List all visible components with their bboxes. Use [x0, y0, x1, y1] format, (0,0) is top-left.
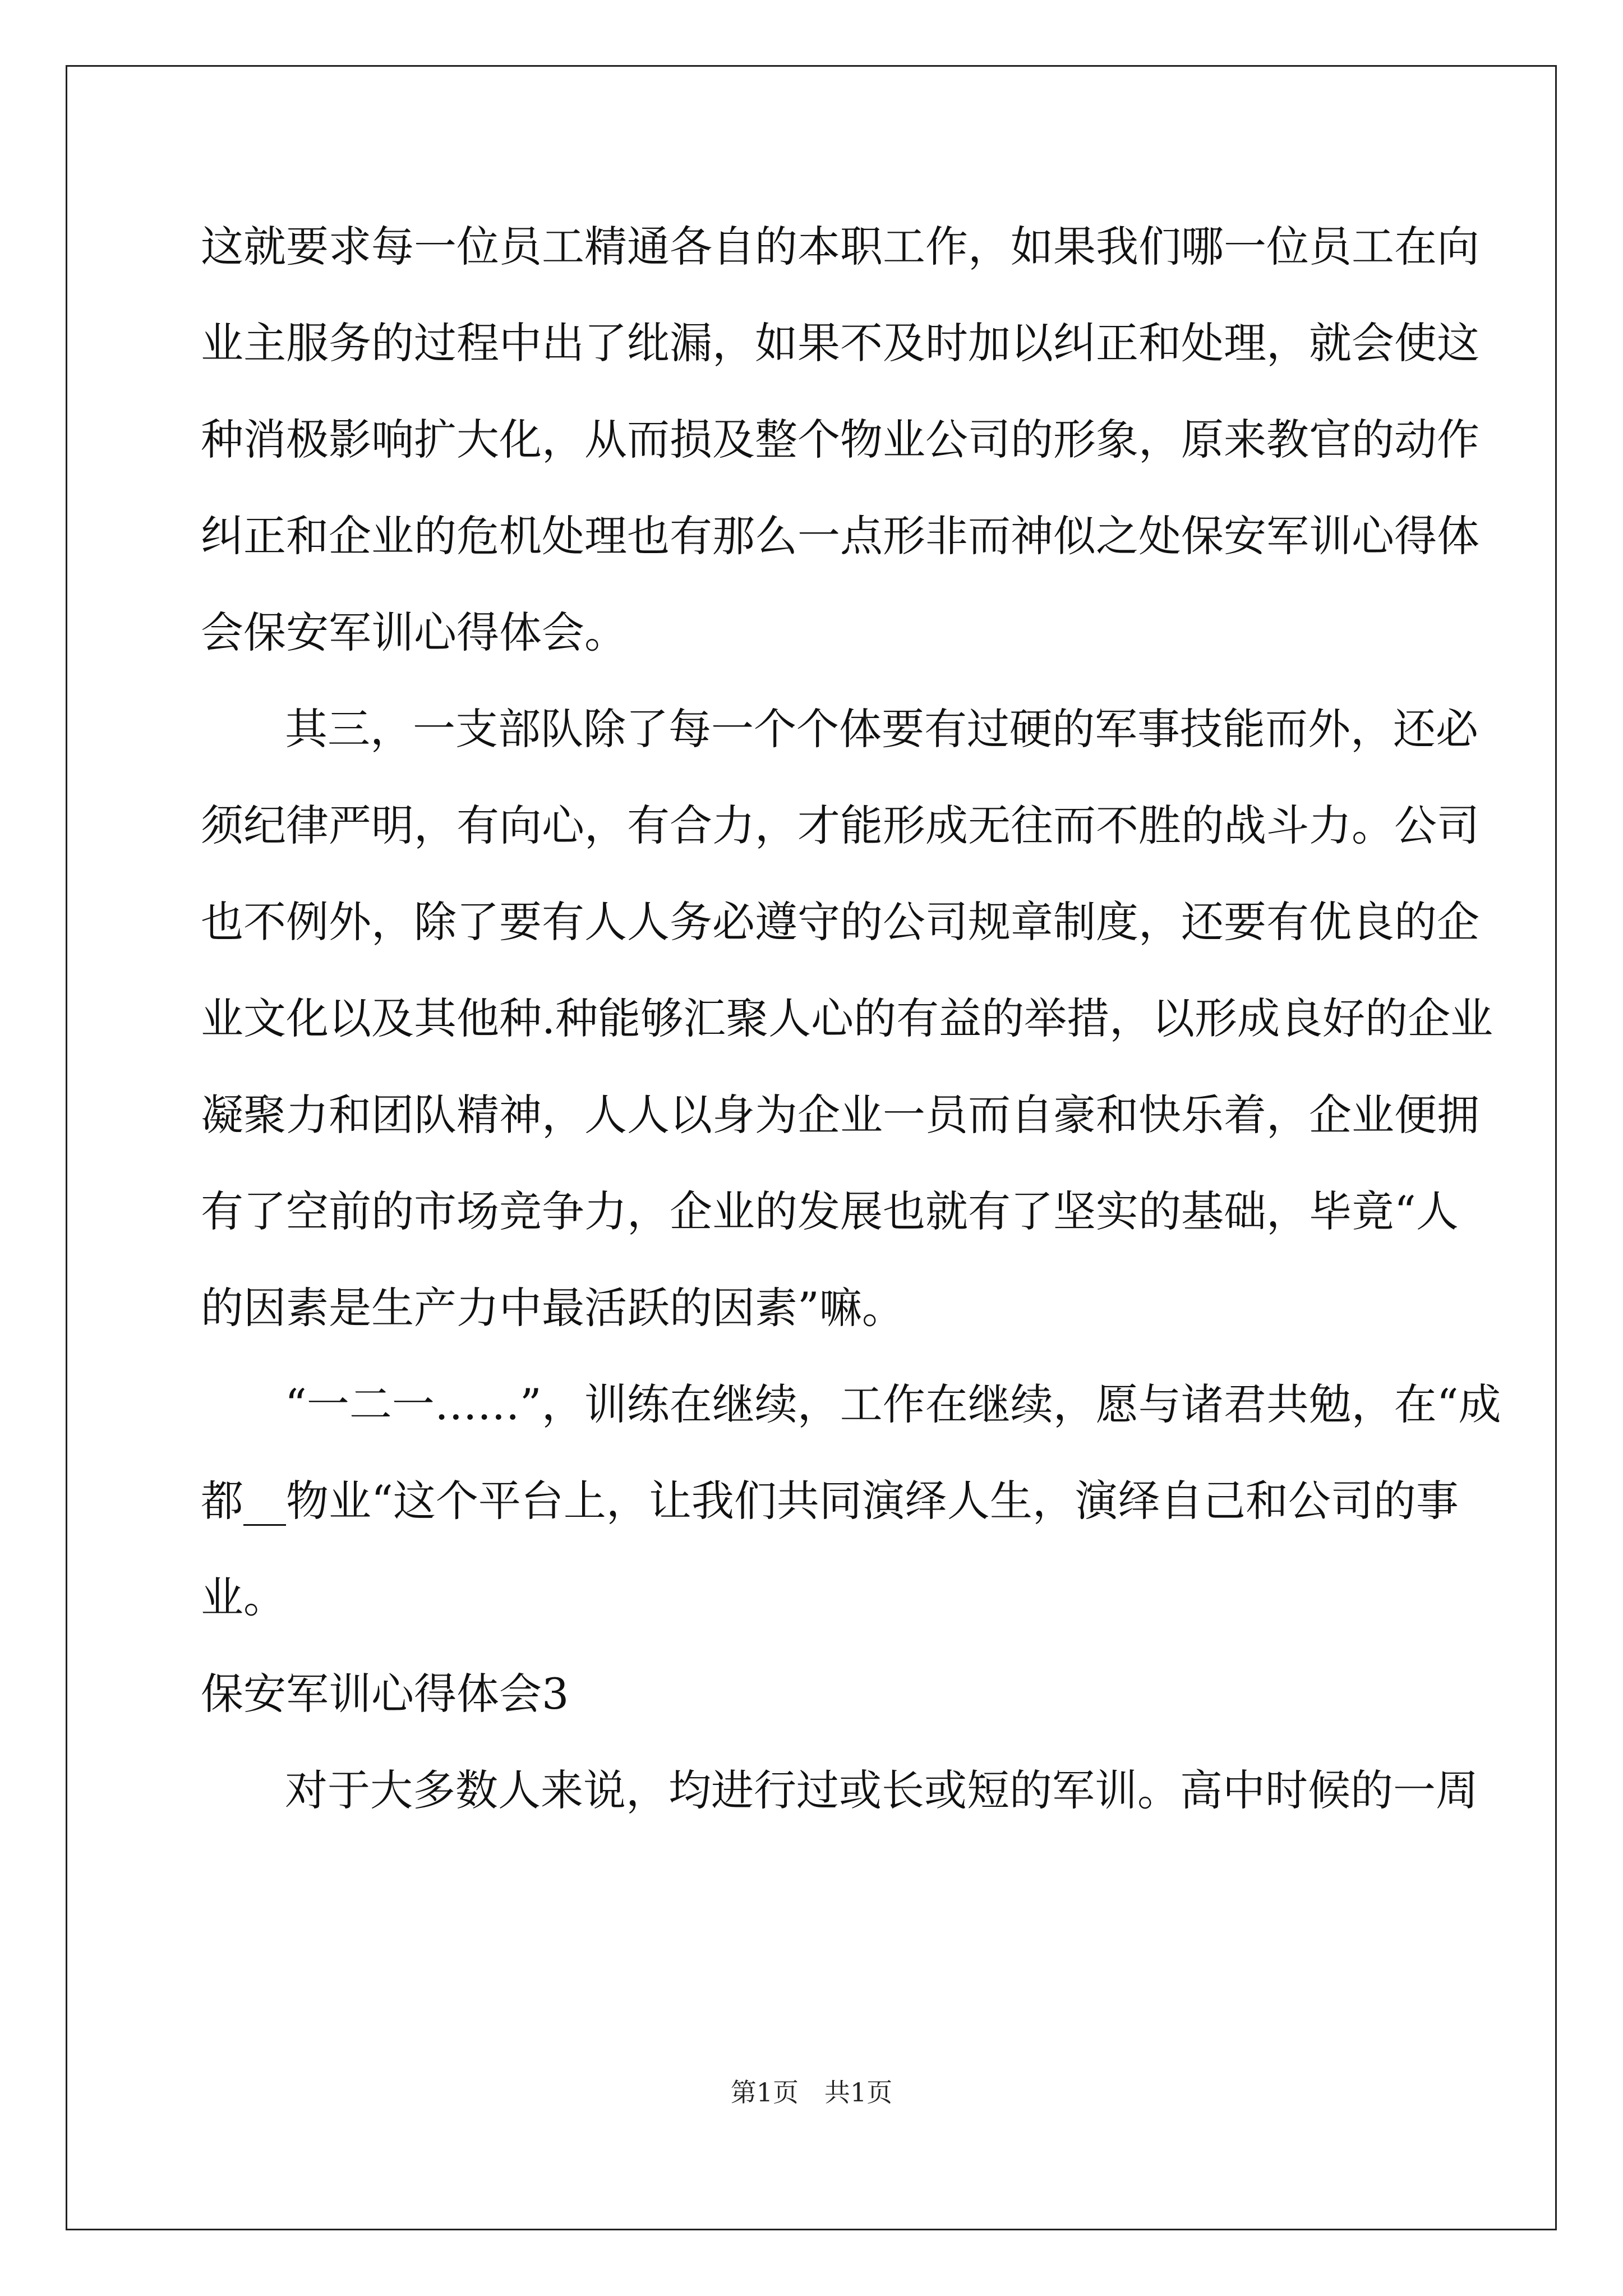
text-line: 会保安军训心得体会。 — [201, 608, 627, 657]
paragraph-first-line: 对于大多数人来说，均进行过或长或短的军训。高中时候的一周 — [285, 1765, 1478, 1815]
text-line: 凝聚力和团队精神，人人以身为企业一员而自豪和快乐着，企业便拥 — [201, 1090, 1479, 1140]
text-line: 须纪律严明，有向心，有合力，才能形成无往而不胜的战斗力。公司 — [201, 800, 1479, 850]
text-line: 纠正和企业的危机处理也有那么一点形非而神似之处保安军训心得体 — [201, 511, 1479, 561]
text-line: 业文化以及其他种.种能够汇聚人心的有益的举措，以形成良好的企业 — [201, 993, 1493, 1043]
page-footer: 第1页 共1页 — [730, 2077, 893, 2108]
text-line: 有了空前的市场竞争力，企业的发展也就有了坚实的基础，毕竟“人 — [201, 1186, 1459, 1236]
text-line: 都__物业“这个平台上，让我们共同演绎人生，演绎自己和公司的事 — [201, 1476, 1459, 1526]
paragraph-first-line: “一二一……”，训练在继续，工作在继续，愿与诸君共勉，在“成 — [285, 1379, 1501, 1429]
text-line: 也不例外，除了要有人人务必遵守的公司规章制度，还要有优良的企 — [201, 897, 1479, 947]
text-line: 业主服务的过程中出了纰漏，如果不及时加以纠正和处理，就会使这 — [201, 318, 1479, 368]
paragraph-first-line: 其三，一支部队除了每一个个体要有过硬的军事技能而外，还必 — [285, 704, 1478, 754]
section-heading: 保安军训心得体会3 — [201, 1669, 569, 1719]
text-line: 业。 — [201, 1572, 286, 1622]
text-line: 种消极影响扩大化，从而损及整个物业公司的形象，原来教官的动作 — [201, 415, 1479, 464]
text-line: 这就要求每一位员工精通各自的本职工作，如果我们哪一位员工在向 — [201, 222, 1479, 272]
text-line: 的因素是生产力中最活跃的因素”嘛。 — [201, 1283, 905, 1333]
